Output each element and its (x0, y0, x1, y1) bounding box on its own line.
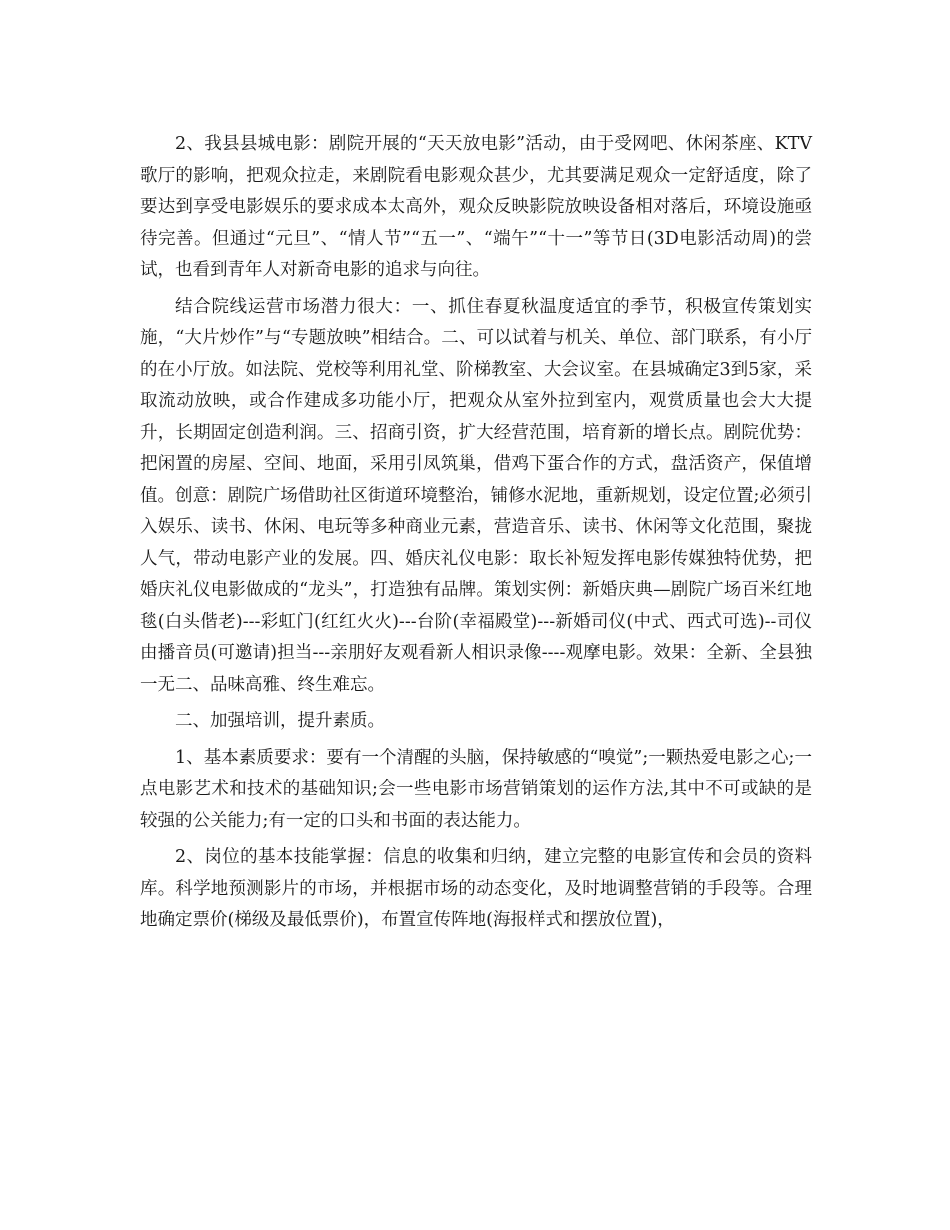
paragraph-heading-training: 二、加强培训，提升素质。 (175, 711, 385, 731)
paragraph-market-potential: 结合院线运营市场潜力很大：一、抓住春夏秋温度适宜的季节，积极宣传策划实施，“大片炒作”与“专题放映”相结合。二、可以试着与机关、单位、部门联系，有小厅的在小厅放。如法院、党校等利用礼堂、阶梯教室、大会议室。在县城确定3到5家，采取流动放映，或合作建成多功能小厅，把观众从室外拉到室内，观赏质量也会大大提升，长期固定创造利润。三、招商引资，扩大经营范围，培育新的增长点。剧院优势：把闲置的房屋、空间、地面，采用引凤筑巢，借鸡下蛋合作的方式，盘活资产，保值增值。创意：剧院广场借助社区街道环境整治，铺修水泥地，重新规划，设定位置;必须引入娱乐、读书、休闲、电玩等多种商业元素，营造音乐、读书、休闲等文化范围，聚拢人气，带动电影产业的发展。四、婚庆礼仪电影：取长补短发挥电影传媒独特优势，把婚庆礼仪电影做成的“龙头”，打造独有品牌。策划实例：新婚庆典—剧院广场百米红地毯(白头偕老)---彩虹门(红红火火)---台阶(幸福殿堂)---新婚司仪(中式、西式可选)--司仪由播音员(可邀请)担当---亲朋好友观看新人相识录像----观摩电影。效果：全新、全县独一无二、品味高雅、终生难忘。 (140, 296, 812, 695)
paragraph-basic-skills: 2、岗位的基本技能掌握：信息的收集和归纳，建立完整的电影宣传和会员的资料库。科学地预测影片的市场，并根据市场的动态变化，及时地调整营销的手段等。合理地确定票价(梯级及最低票价)，布置宣传阵地(海报样式和摆放位置)， (140, 847, 812, 930)
paragraph-basic-quality: 1、基本素质要求：要有一个清醒的头脑，保持敏感的“嗅觉”;一颗热爱电影之心;一点电影艺术和技术的基础知识;会一些电影市场营销策划的运作方法,其中不可或缺的是较强的公关能力;有一定的口头和书面的表达能力。 (140, 747, 812, 831)
paragraph-county-cinema: 2、我县县城电影：剧院开展的“天天放电影”活动，由于受网吧、休闲茶座、KTV歌厅的影响，把观众拉走，来剧院看电影观众甚少，尤其要满足观众一定舒适度，除了要达到享受电影娱乐的要求成本太高外，观众反映影院放映设备相对落后，环境设施亟待完善。但通过“元旦”、“情人节”“五一”、“端午”“十一”等节日(3D电影活动周)的尝试，也看到青年人对新奇电影的追求与向往。 (140, 134, 812, 280)
document-body (140, 129, 812, 937)
